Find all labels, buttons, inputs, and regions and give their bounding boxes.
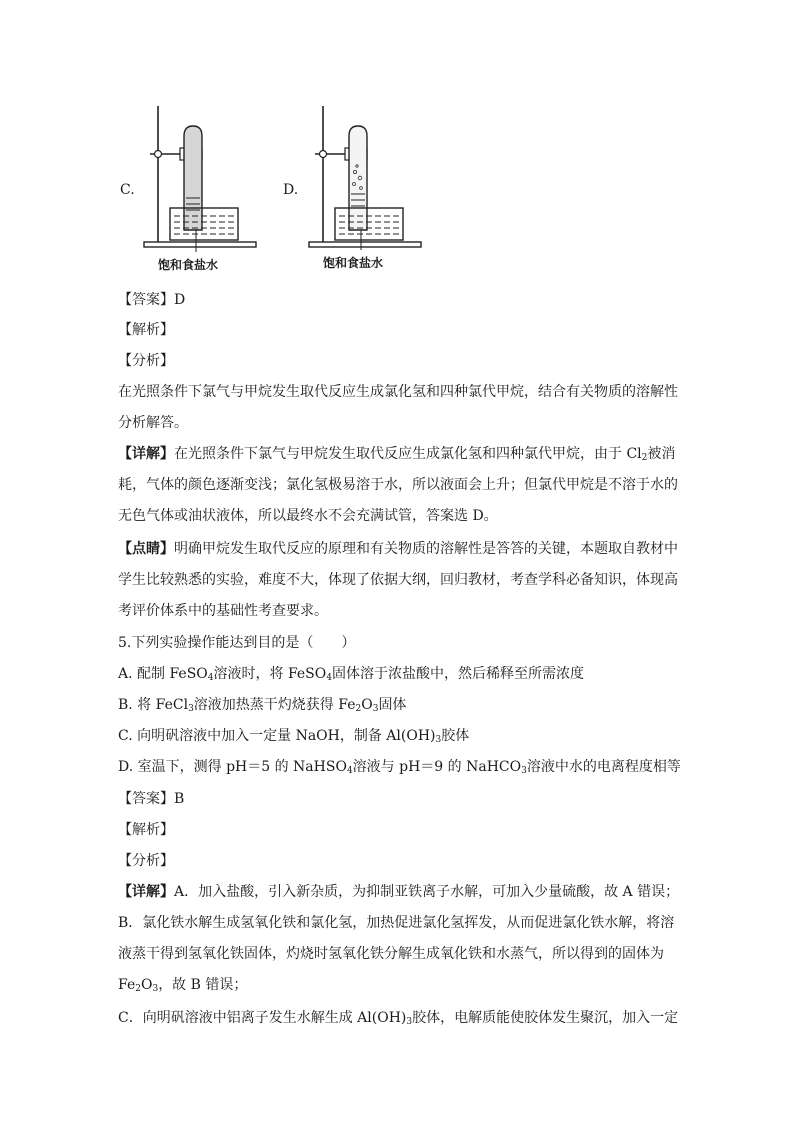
q5-option-d: [118, 757, 681, 777]
q5-detail-b3-text-1: Fe: [118, 977, 136, 993]
q4-dianjing-line-3: 考评价体系中的基础性考查要求。: [118, 603, 328, 619]
apparatus-c-figure: [140, 106, 270, 254]
q5-detail-text-a: A．加入盐酸，引入新杂质，为抑制亚铁离子水解，可加入少量硫酸，故 A 错误；: [174, 884, 680, 900]
q5-detail-line-b3: [118, 975, 678, 995]
q5-option-a: [118, 664, 678, 684]
q5-option-c-text-1: C. 向明矾溶液中加入一定量 NaOH，制备 Al(OH): [118, 728, 436, 744]
q4-detail-line-2: 耗，气体的颜色逐渐变浅；氯化氢极易溶于水，所以液面会上升；但氯代甲烷是不溶于水的: [118, 477, 678, 493]
figure-c-caption: 饱和食盐水: [158, 258, 219, 272]
q5-option-a-sub-1: 4: [207, 673, 214, 683]
q4-dianjing-text-1: 明确甲烷发生取代反应的原理和有关物质的溶解性是答答的关键，本题取自教材中: [174, 541, 678, 557]
apparatus-d-figure: [305, 106, 435, 254]
option-d-label: D.: [283, 182, 299, 198]
q5-option-b-text-1: B. 将 FeCl: [118, 697, 189, 713]
q5-fenxi-heading: 【分析】: [118, 853, 174, 869]
option-c-label: C.: [120, 182, 135, 198]
q5-detail-line-c1: [118, 1008, 678, 1028]
q4-fenxi-line-2: 分析解答。: [118, 415, 188, 431]
q5-option-a-text-3: 固体溶于浓盐酸中，然后稀释至所需浓度: [332, 666, 584, 682]
q5-option-c-text-2: 胶体: [441, 728, 470, 744]
q5-option-b-text-4: 固体: [378, 697, 407, 713]
q5-option-d-text-2: 溶液与 pH＝9 的 NaHCO: [352, 759, 522, 775]
apparatus-figures: [118, 102, 438, 282]
q5-option-b-sub-3: 3: [372, 704, 379, 714]
q5-detail-b3-sub-2: 3: [152, 984, 159, 994]
q5-detail-heading: 【详解】: [118, 884, 174, 900]
q5-option-d-sub-1: 4: [346, 766, 353, 776]
q5-option-b-text-3: O: [361, 697, 373, 713]
q5-stem: 5.下列实验操作能达到目的是（ ）: [118, 635, 356, 651]
q4-detail-heading: 【详解】: [118, 446, 174, 462]
q5-option-a-text-1: A. 配制 FeSO: [118, 666, 208, 682]
q5-answer: 【答案】B: [118, 791, 185, 807]
q5-detail-b3-sub-1: 2: [135, 984, 141, 994]
q5-detail-c1-text-2: 胶体，电解质能使胶体发生聚沉，加入一定: [412, 1010, 679, 1026]
q5-option-c-sub-1: 3: [435, 735, 442, 745]
q4-dianjing-line-2: 学生比较熟悉的实验，难度不大，体现了依据大纲，回归教材，考查学科必备知识，体现高: [118, 572, 678, 588]
q5-detail-line-b2: 液蒸干得到氢氧化铁固体，灼烧时氢氧化铁分解生成氧化铁和水蒸气，所以得到的固体为: [118, 946, 664, 962]
q5-option-a-sub-2: 4: [326, 673, 332, 683]
q5-option-d-text-3: 溶液中水的电离程度相等: [526, 759, 681, 775]
q5-option-b: [118, 695, 678, 715]
q5-detail-line-a: [118, 882, 678, 902]
q5-jiexi-heading: 【解析】: [118, 822, 174, 838]
q4-dianjing-heading: 【点睛】: [118, 541, 174, 557]
q5-detail-c1-text-1: C．向明矾溶液中铝离子发生水解生成 Al(OH): [118, 1010, 407, 1026]
q5-detail-b3-text-3: ，故 B 错误；: [158, 977, 248, 993]
q4-detail-line-1: [118, 444, 678, 464]
q5-detail-c1-sub: 3: [406, 1017, 413, 1027]
q4-jiexi-heading: 【解析】: [118, 322, 174, 338]
q4-answer: 【答案】D: [118, 292, 186, 308]
q5-option-b-sub-1: 3: [188, 704, 194, 714]
q5-option-b-text-2: 溶液加热蒸干灼烧获得 Fe: [193, 697, 356, 713]
q5-option-d-sub-2: 3: [521, 766, 527, 776]
q4-fenxi-heading: 【分析】: [118, 353, 174, 369]
q5-detail-b3-text-2: O: [140, 977, 153, 993]
figure-d-caption: 饱和食盐水: [323, 256, 384, 270]
q4-detail-text-1a: 在光照条件下氯气与甲烷发生取代反应生成氯化氢和四种氯代甲烷，由于 Cl: [174, 446, 642, 462]
q5-option-b-sub-2: 2: [355, 704, 362, 714]
q4-detail-sub: 2: [641, 453, 648, 463]
q4-detail-line-3: 无色气体或油状液体，所以最终水不会充满试管，答案选 D。: [118, 508, 498, 524]
q4-detail-text-1b: 被消: [647, 446, 676, 462]
q4-fenxi-line-1: 在光照条件下氯气与甲烷发生取代反应生成氯化氢和四种氯代甲烷，结合有关物质的溶解性: [118, 384, 678, 400]
q5-option-a-text-2: 溶液时，将 FeSO: [213, 666, 327, 682]
q5-detail-line-b1: B．氯化铁水解生成氢氧化铁和氯化氢，加热促进氯化氢挥发，从而促进氯化铁水解，将溶: [118, 915, 675, 931]
q5-option-d-text-1: D. 室温下，测得 pH＝5 的 NaHSO: [118, 759, 347, 775]
q5-option-c: [118, 726, 678, 746]
q4-dianjing-line-1: [118, 539, 678, 559]
